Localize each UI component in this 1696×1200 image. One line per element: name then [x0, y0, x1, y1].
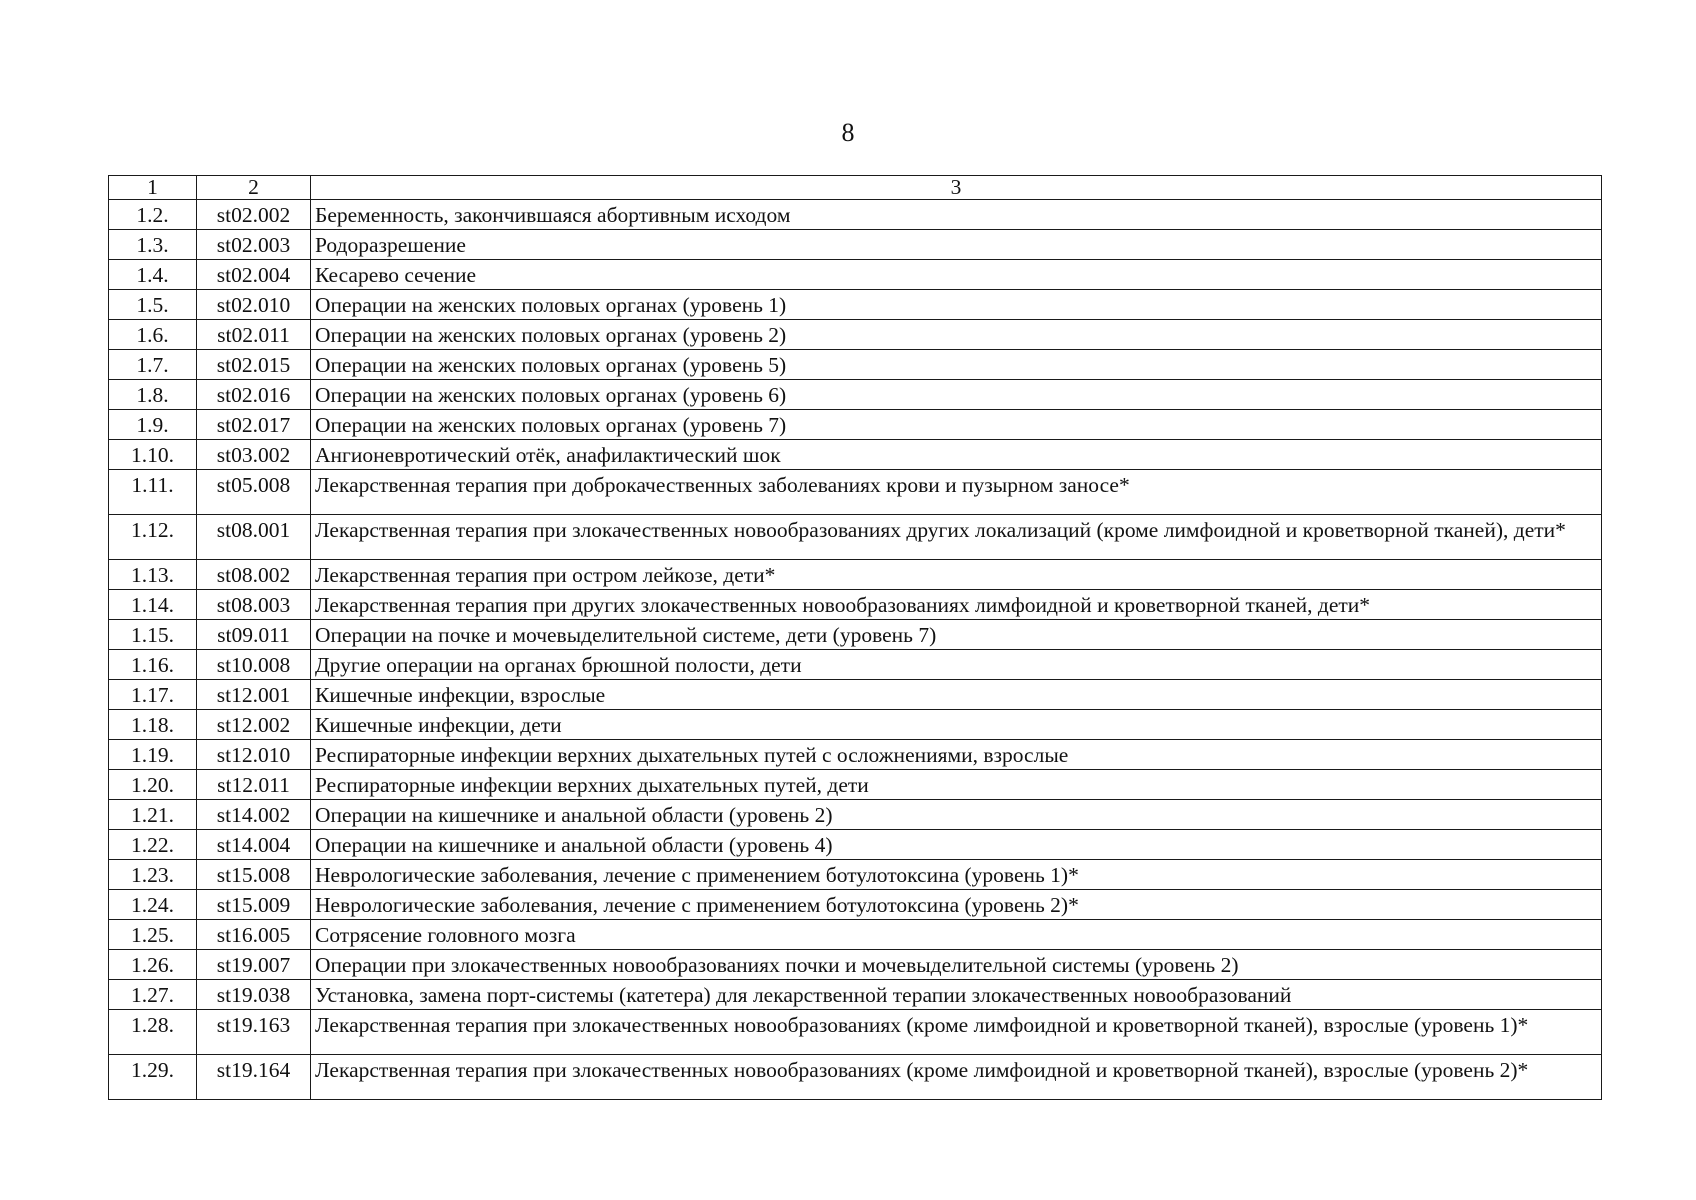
row-description-cell: Лекарственная терапия при других злокачественных новообразованиях лимфоидной и кроветворной тканей, дети*	[311, 590, 1602, 620]
row-code-cell: st19.007	[197, 950, 311, 980]
row-number-cell: 1.22.	[109, 830, 197, 860]
table-row	[109, 1010, 1602, 1055]
row-description-cell: Кишечные инфекции, взрослые	[311, 680, 1602, 710]
header-row	[109, 176, 1602, 200]
row-description-cell: Сотрясение головного мозга	[311, 920, 1602, 950]
row-number-cell: 1.8.	[109, 380, 197, 410]
table-row	[109, 620, 1602, 650]
table-row	[109, 380, 1602, 410]
row-code-cell: st02.010	[197, 290, 311, 320]
row-description-cell: Родоразрешение	[311, 230, 1602, 260]
table-row	[109, 410, 1602, 440]
row-description-cell: Другие операции на органах брюшной полости, дети	[311, 650, 1602, 680]
row-code-cell: st10.008	[197, 650, 311, 680]
row-number-cell: 1.24.	[109, 890, 197, 920]
row-code-cell: st19.163	[197, 1010, 311, 1055]
table-row	[109, 890, 1602, 920]
row-code-cell: st15.008	[197, 860, 311, 890]
table-row	[109, 515, 1602, 560]
table-row	[109, 590, 1602, 620]
row-number-cell: 1.16.	[109, 650, 197, 680]
table-row	[109, 440, 1602, 470]
table-row	[109, 740, 1602, 770]
row-description-cell: Операции на женских половых органах (уровень 1)	[311, 290, 1602, 320]
row-number-cell: 1.29.	[109, 1055, 197, 1100]
row-description-cell: Операции на женских половых органах (уровень 7)	[311, 410, 1602, 440]
row-code-cell: st16.005	[197, 920, 311, 950]
row-number-cell: 1.18.	[109, 710, 197, 740]
table-row	[109, 710, 1602, 740]
row-code-cell: st02.011	[197, 320, 311, 350]
row-number-cell: 1.6.	[109, 320, 197, 350]
row-description-cell: Лекарственная терапия при злокачественных новообразованиях (кроме лимфоидной и кроветворной тканей), взрослые (уровень 1)*	[311, 1010, 1602, 1055]
table-row	[109, 350, 1602, 380]
row-code-cell: st12.002	[197, 710, 311, 740]
row-description-cell: Лекарственная терапия при злокачественных новообразованиях (кроме лимфоидной и кроветворной тканей), взрослые (уровень 2)*	[311, 1055, 1602, 1100]
row-number-cell: 1.25.	[109, 920, 197, 950]
row-number-cell: 1.19.	[109, 740, 197, 770]
row-description-cell: Операции на кишечнике и анальной области (уровень 2)	[311, 800, 1602, 830]
row-description-cell: Лекарственная терапия при доброкачественных заболеваниях крови и пузырном заносе*	[311, 470, 1602, 515]
row-code-cell: st02.004	[197, 260, 311, 290]
row-code-cell: st02.002	[197, 200, 311, 230]
row-description-cell: Неврологические заболевания, лечение с применением ботулотоксина (уровень 1)*	[311, 860, 1602, 890]
row-code-cell: st12.001	[197, 680, 311, 710]
row-number-cell: 1.21.	[109, 800, 197, 830]
row-number-cell: 1.26.	[109, 950, 197, 980]
table-row	[109, 260, 1602, 290]
row-code-cell: st12.010	[197, 740, 311, 770]
table-row	[109, 290, 1602, 320]
table-row	[109, 950, 1602, 980]
table-row	[109, 470, 1602, 515]
row-number-cell: 1.12.	[109, 515, 197, 560]
table-row	[109, 1055, 1602, 1100]
row-description-cell: Операции на почке и мочевыделительной системе, дети (уровень 7)	[311, 620, 1602, 650]
row-code-cell: st02.017	[197, 410, 311, 440]
table-row	[109, 200, 1602, 230]
row-code-cell: st08.003	[197, 590, 311, 620]
row-number-cell: 1.23.	[109, 860, 197, 890]
row-description-cell: Операции на женских половых органах (уровень 5)	[311, 350, 1602, 380]
row-number-cell: 1.7.	[109, 350, 197, 380]
row-code-cell: st08.001	[197, 515, 311, 560]
row-number-cell: 1.28.	[109, 1010, 197, 1055]
table-row	[109, 320, 1602, 350]
row-code-cell: st02.003	[197, 230, 311, 260]
row-description-cell: Операции на женских половых органах (уровень 2)	[311, 320, 1602, 350]
row-description-cell: Неврологические заболевания, лечение с применением ботулотоксина (уровень 2)*	[311, 890, 1602, 920]
row-description-cell: Операции на кишечнике и анальной области (уровень 4)	[311, 830, 1602, 860]
row-description-cell: Ангионевротический отёк, анафилактический шок	[311, 440, 1602, 470]
column-header-1: 1	[109, 176, 197, 200]
row-code-cell: st05.008	[197, 470, 311, 515]
row-number-cell: 1.9.	[109, 410, 197, 440]
row-number-cell: 1.14.	[109, 590, 197, 620]
row-number-cell: 1.13.	[109, 560, 197, 590]
row-number-cell: 1.2.	[109, 200, 197, 230]
row-description-cell: Кишечные инфекции, дети	[311, 710, 1602, 740]
table-row	[109, 560, 1602, 590]
row-code-cell: st03.002	[197, 440, 311, 470]
row-code-cell: st19.164	[197, 1055, 311, 1100]
table-row	[109, 230, 1602, 260]
row-number-cell: 1.17.	[109, 680, 197, 710]
row-number-cell: 1.3.	[109, 230, 197, 260]
table-row	[109, 920, 1602, 950]
table-header	[109, 176, 1602, 200]
row-code-cell: st14.004	[197, 830, 311, 860]
table-row	[109, 650, 1602, 680]
row-code-cell: st08.002	[197, 560, 311, 590]
table-row	[109, 770, 1602, 800]
table-row	[109, 860, 1602, 890]
page-number: 8	[841, 118, 855, 147]
row-number-cell: 1.10.	[109, 440, 197, 470]
row-description-cell: Респираторные инфекции верхних дыхательных путей, дети	[311, 770, 1602, 800]
table-row	[109, 980, 1602, 1010]
row-code-cell: st14.002	[197, 800, 311, 830]
table-body	[109, 200, 1602, 1100]
row-number-cell: 1.5.	[109, 290, 197, 320]
table-row	[109, 800, 1602, 830]
row-description-cell: Кесарево сечение	[311, 260, 1602, 290]
row-code-cell: st15.009	[197, 890, 311, 920]
row-description-cell: Операции на женских половых органах (уровень 6)	[311, 380, 1602, 410]
row-code-cell: st02.016	[197, 380, 311, 410]
row-code-cell: st02.015	[197, 350, 311, 380]
row-description-cell: Лекарственная терапия при злокачественных новообразованиях других локализаций (кроме лимфоидной и кроветворной тканей), дети*	[311, 515, 1602, 560]
column-header-3: 3	[311, 176, 1602, 200]
row-description-cell: Респираторные инфекции верхних дыхательных путей с осложнениями, взрослые	[311, 740, 1602, 770]
codes-table	[108, 175, 1602, 1100]
row-number-cell: 1.11.	[109, 470, 197, 515]
row-code-cell: st09.011	[197, 620, 311, 650]
row-code-cell: st12.011	[197, 770, 311, 800]
row-description-cell: Установка, замена порт-системы (катетера) для лекарственной терапии злокачественных новообразований	[311, 980, 1602, 1010]
column-header-2: 2	[197, 176, 311, 200]
row-code-cell: st19.038	[197, 980, 311, 1010]
table-row	[109, 680, 1602, 710]
row-number-cell: 1.20.	[109, 770, 197, 800]
row-number-cell: 1.15.	[109, 620, 197, 650]
row-number-cell: 1.27.	[109, 980, 197, 1010]
row-description-cell: Беременность, закончившаяся абортивным исходом	[311, 200, 1602, 230]
table-row	[109, 830, 1602, 860]
row-description-cell: Операции при злокачественных новообразованиях почки и мочевыделительной системы (уровень 2)	[311, 950, 1602, 980]
row-description-cell: Лекарственная терапия при остром лейкозе, дети*	[311, 560, 1602, 590]
row-number-cell: 1.4.	[109, 260, 197, 290]
